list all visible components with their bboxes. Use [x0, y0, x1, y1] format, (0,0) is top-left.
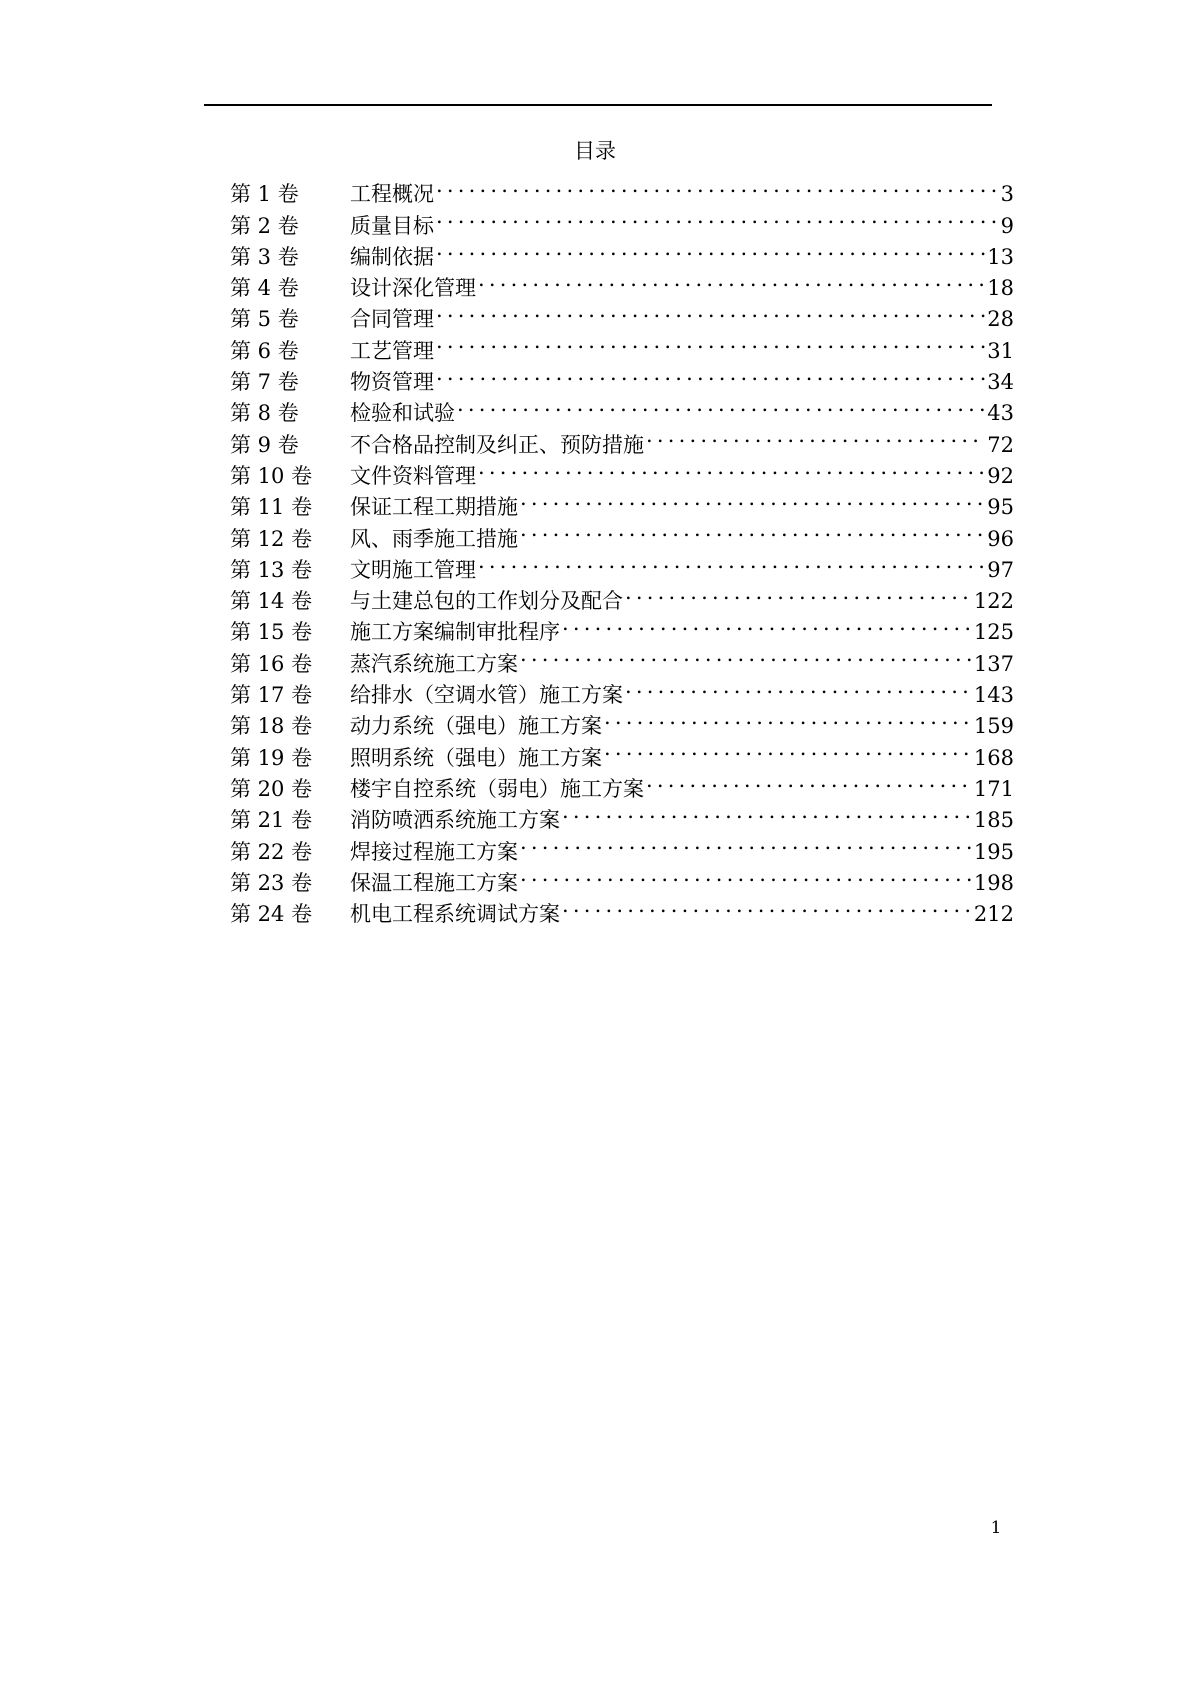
toc-dot-leader: [646, 420, 985, 451]
toc-page-number: 28: [987, 307, 1014, 332]
toc-volume-label: 第 24 卷: [230, 902, 313, 927]
toc-page-number: 212: [973, 902, 1014, 927]
toc-chapter-title: 楼宇自控系统（弱电）施工方案: [350, 776, 644, 801]
toc-chapter-title: 检验和试验: [350, 401, 455, 426]
toc-page-number: 18: [987, 276, 1014, 301]
toc-volume-label: 第 23 卷: [230, 870, 313, 895]
toc-page-number: 137: [973, 651, 1014, 676]
toc-volume-label: 第 10 卷: [230, 463, 313, 488]
toc-page-number: 159: [973, 714, 1014, 739]
toc-volume-label: 第 7 卷: [230, 370, 299, 395]
toc-volume-label: 第 4 卷: [230, 276, 299, 301]
toc-page-number: 195: [973, 839, 1014, 864]
toc-page-number: 198: [973, 870, 1014, 895]
toc-dot-leader: [436, 201, 999, 232]
toc-dot-leader: [436, 233, 985, 264]
toc-dot-leader: [520, 639, 972, 670]
toc-dot-leader: [604, 702, 972, 733]
toc-volume-label: 第 16 卷: [230, 651, 313, 676]
toc-chapter-title: 工艺管理: [350, 338, 434, 363]
toc-dot-leader: [625, 671, 972, 702]
toc-dot-leader: [562, 890, 972, 921]
toc-dot-leader: [604, 733, 972, 764]
toc-page-number: 9: [1000, 213, 1014, 238]
toc-dot-leader: [436, 358, 985, 389]
toc-page-number: 31: [987, 338, 1014, 363]
toc-chapter-title: 风、雨季施工措施: [350, 526, 518, 551]
toc-dot-leader: [562, 796, 972, 827]
toc-volume-label: 第 21 卷: [230, 808, 313, 833]
toc-page-number: 96: [987, 526, 1014, 551]
toc-chapter-title: 蒸汽系统施工方案: [350, 651, 518, 676]
toc-chapter-title: 施工方案编制审批程序: [350, 620, 560, 645]
toc-chapter-title: 给排水（空调水管）施工方案: [350, 683, 623, 708]
toc-volume-label: 第 9 卷: [230, 432, 299, 457]
toc-volume-label: 第 8 卷: [230, 401, 299, 426]
toc-chapter-title: 合同管理: [350, 307, 434, 332]
toc-chapter-title: 保温工程施工方案: [350, 870, 518, 895]
toc-chapter-title: 物资管理: [350, 370, 434, 395]
toc-chapter-title: 机电工程系统调试方案: [350, 902, 560, 927]
toc-page-number: 143: [973, 683, 1014, 708]
toc-volume-label: 第 1 卷: [230, 182, 299, 207]
toc-dot-leader: [520, 483, 985, 514]
toc-volume-label: 第 2 卷: [230, 213, 299, 238]
table-of-contents: [230, 170, 1014, 927]
toc-page-number: 92: [987, 463, 1014, 488]
toc-volume-label: 第 5 卷: [230, 307, 299, 332]
page-number: 1: [990, 1518, 1002, 1538]
toc-chapter-title: 质量目标: [350, 213, 434, 238]
toc-page-number: 3: [1000, 182, 1014, 207]
toc-title: 目录: [574, 139, 616, 163]
toc-volume-label: 第 19 卷: [230, 745, 313, 770]
toc-dot-leader: [436, 295, 985, 326]
toc-chapter-title: 工程概况: [350, 182, 434, 207]
toc-volume-label: 第 3 卷: [230, 244, 299, 269]
toc-page-number: 122: [973, 589, 1014, 614]
toc-volume-label: 第 11 卷: [230, 495, 313, 520]
toc-dot-leader: [478, 546, 985, 577]
toc-dot-leader: [520, 514, 985, 545]
toc-volume-label: 第 13 卷: [230, 557, 313, 582]
toc-chapter-title: 不合格品控制及纠正、预防措施: [350, 432, 644, 457]
toc-volume-label: 第 22 卷: [230, 839, 313, 864]
toc-volume-label: 第 6 卷: [230, 338, 299, 363]
toc-page-number: 168: [973, 745, 1014, 770]
toc-chapter-title: 与土建总包的工作划分及配合: [350, 589, 623, 614]
toc-page-number: 97: [987, 557, 1014, 582]
toc-chapter-title: 消防喷洒系统施工方案: [350, 808, 560, 833]
toc-chapter-title: 保证工程工期措施: [350, 495, 518, 520]
toc-dot-leader: [625, 577, 972, 608]
toc-volume-label: 第 20 卷: [230, 776, 313, 801]
toc-volume-label: 第 12 卷: [230, 526, 313, 551]
toc-dot-leader: [520, 859, 972, 890]
toc-page-number: 13: [987, 244, 1014, 269]
toc-page-number: 72: [987, 432, 1014, 457]
header-rule: [204, 104, 992, 106]
toc-entry[interactable]: [230, 170, 1014, 207]
toc-volume-label: 第 15 卷: [230, 620, 313, 645]
toc-dot-leader: [562, 608, 972, 639]
toc-page-number: 125: [973, 620, 1014, 645]
toc-chapter-title: 动力系统（强电）施工方案: [350, 714, 602, 739]
toc-dot-leader: [520, 827, 972, 858]
toc-dot-leader: [478, 264, 985, 295]
toc-dot-leader: [436, 170, 999, 201]
toc-page-number: 43: [987, 401, 1014, 426]
toc-page-number: 185: [973, 808, 1014, 833]
toc-chapter-title: 设计深化管理: [350, 276, 476, 301]
toc-chapter-title: 照明系统（强电）施工方案: [350, 745, 602, 770]
toc-volume-label: 第 17 卷: [230, 683, 313, 708]
toc-chapter-title: 文件资料管理: [350, 463, 476, 488]
toc-volume-label: 第 14 卷: [230, 589, 313, 614]
toc-page-number: 171: [973, 776, 1014, 801]
toc-dot-leader: [436, 326, 985, 357]
toc-chapter-title: 文明施工管理: [350, 557, 476, 582]
toc-chapter-title: 焊接过程施工方案: [350, 839, 518, 864]
toc-dot-leader: [478, 452, 985, 483]
toc-chapter-title: 编制依据: [350, 244, 434, 269]
toc-page-number: 95: [987, 495, 1014, 520]
toc-dot-leader: [457, 389, 985, 420]
toc-dot-leader: [646, 765, 972, 796]
toc-volume-label: 第 18 卷: [230, 714, 313, 739]
toc-page-number: 34: [987, 370, 1014, 395]
